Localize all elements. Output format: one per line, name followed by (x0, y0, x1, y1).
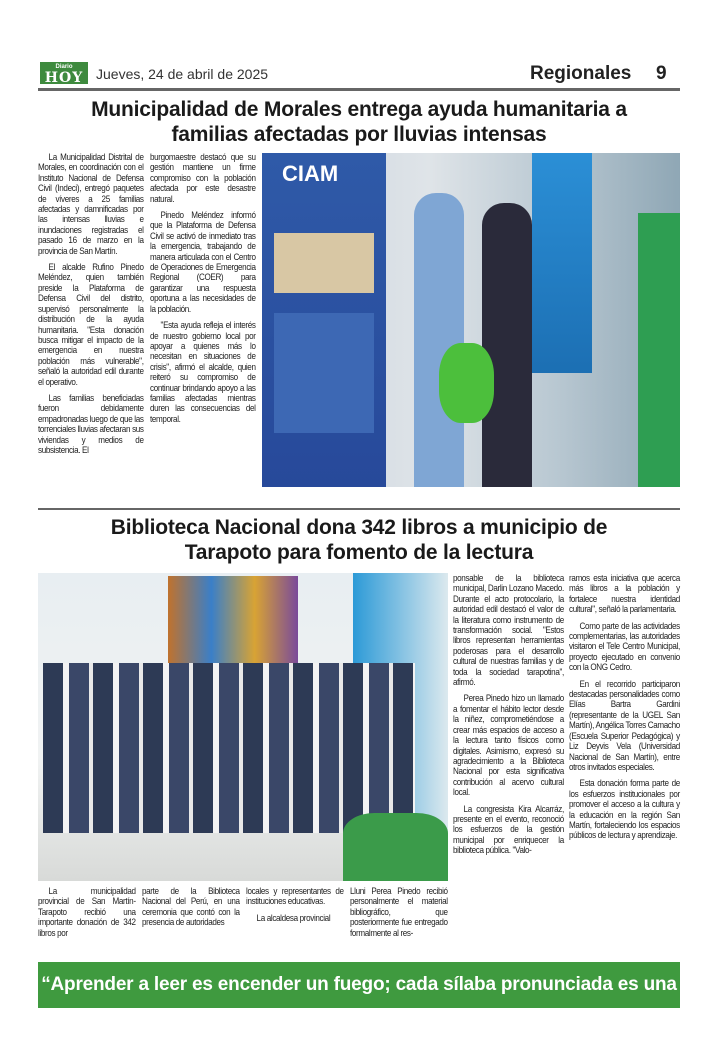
ciam-banner-text: CIAM (282, 161, 339, 186)
article2-bottom-col3 (246, 886, 344, 929)
paragraph: Esta donación forma parte de los esfuerzos institucionales por promover el acceso a la cultura y la educación en la región San Martín, fortaleciendo los espacios públicos de lectura y aprendizaje. (569, 778, 680, 841)
ciam-banner (262, 153, 386, 487)
paragraph: En el recorrido participaron destacadas personalidades como Elías Bartra Gardini (representante de la UGEL San Martín), Angélica Torres Camacho (Escuela Superior Pedagógica) y Liz Deyvis Vela (Universidad Nacional de San Martín), entre otros invitados especiales. (569, 678, 680, 772)
article2-photo (38, 573, 448, 881)
article1-col2 (150, 152, 256, 430)
paragraph: La municipalidad provincial de San Martín-Tarapoto recibió una importante donación de 342 libros por (38, 886, 136, 938)
issue-date: Jueves, 24 de abril de 2025 (96, 66, 269, 82)
logo-big-text: HOY (44, 70, 84, 86)
paragraph: burgomaestre destacó que su gestión mantiene un firme compromiso con la población afectada por este desastre natural. (150, 152, 256, 204)
page-number: 9 (656, 63, 667, 84)
article1-headline: Municipalidad de Morales entrega ayuda humanitaria a familias afectadas por lluvias intensas (91, 98, 627, 146)
newspaper-logo (40, 62, 88, 84)
article1-col1 (38, 152, 144, 461)
quote-banner: “Aprender a leer es encender un fuego; cada sílaba pronunciada es una chispa”. (38, 962, 680, 1008)
article2-bottom-col2 (142, 886, 240, 934)
article2-headline: Biblioteca Nacional dona 342 libros a municipio de Tarapoto para fomento de la lectura (110, 516, 608, 564)
header-rule (38, 88, 680, 91)
paragraph: locales y representantes de instituciones educativas. (246, 886, 344, 907)
section-title: Regionales (530, 63, 632, 84)
paragraph: La congresista Kira Alcarráz, presente en el evento, reconoció los esfuerzos de la gestión municipal por enriquecer la biblioteca pública. "Valo- (453, 803, 564, 856)
paragraph: Lluni Perea Pinedo recibió personalmente el material bibliográfico, que posteriormente fue entregado formalmente al res- (350, 886, 448, 938)
paragraph: La alcaldesa provincial (256, 912, 331, 923)
paragraph: Como parte de las actividades complementarias, las autoridades visitaron el Tele Centro Municipal, proyecto ejecutado en convenio con la ONG Cedro. (569, 620, 680, 673)
paragraph: El alcalde Rufino Pinedo Meléndez, quien también preside la Plataforma de Defensa Civil del distrito, supervisó personalmente la distribución de la ayuda humanitaria. "Esta donación busca mitigar el impacto de la emergencia en nuestra población más vulnerable", señaló la autoridad edil durante el operativo. (38, 262, 144, 387)
paragraph: parte de la Biblioteca Nacional del Perú, en una ceremonia que contó con la presencia de autoridades (142, 886, 240, 928)
article2-bottom-col4 (350, 886, 448, 944)
paragraph: Perea Pinedo hizo un llamado a fomentar el hábito lector desde la niñez, comprometiéndose a crear más espacios de acceso a la lectura tanto físicos como digitales. Asimismo, expresó su agradecimiento a la Biblioteca Nacional por esta significativa contribución al acervo cultural local. (453, 693, 564, 798)
article2-col-right2 (569, 573, 680, 847)
article1-photo (262, 153, 680, 487)
article2-bottom-col1 (38, 886, 136, 944)
section-divider (38, 508, 680, 510)
article2-col-right1 (453, 573, 564, 862)
paragraph: Pinedo Meléndez informó que la Plataforma de Defensa Civil se activó de inmediato tras la emergencia, trabajando de manera articulada con el Centro de Operaciones de Emergencia Regional (COER) para garantizar una respuesta oportuna a las necesidades de la población. (150, 210, 256, 314)
paragraph: ponsable de la biblioteca municipal, Darlin Lozano Macedo. Durante el acto protocolario, la autoridad edil destacó el valor de la literatura como instrumento de transformación social. "Estos libros representan herramientas poderosas para el desarrollo cultural de nuestras familias y de toda la sociedad tarapotina", afirmó. (453, 573, 564, 688)
paragraph: "Esta ayuda refleja el interés de nuestro gobierno local por apoyar a quienes más lo necesitan en situaciones de crisis", afirmó el alcalde, quien reiteró su compromiso de continuar brindando apoyo a las familias afectadas mientras duren las consecuencias del temporal. (150, 320, 256, 424)
paragraph: ramos esta iniciativa que acerca más libros a la población y fortalece nuestra identidad cultural", señaló la parlamentaria. (569, 573, 680, 615)
paragraph: Las familias beneficiadas fueron debidamente empadronadas luego de que las torrenciales lluvias afectaran sus viviendas y medios de subsistencia. El (38, 392, 144, 455)
logo-small-text: Diario (55, 64, 73, 70)
paragraph: La Municipalidad Distrital de Morales, en coordinación con el Instituto Nacional de Defensa Civil (Indeci), entregó paquetes de víveres a 25 familias afectadas y damnificadas por las intensas lluvias e inundaciones registradas el pasado 16 de marzo en la provincia de San Martín. (38, 152, 144, 256)
